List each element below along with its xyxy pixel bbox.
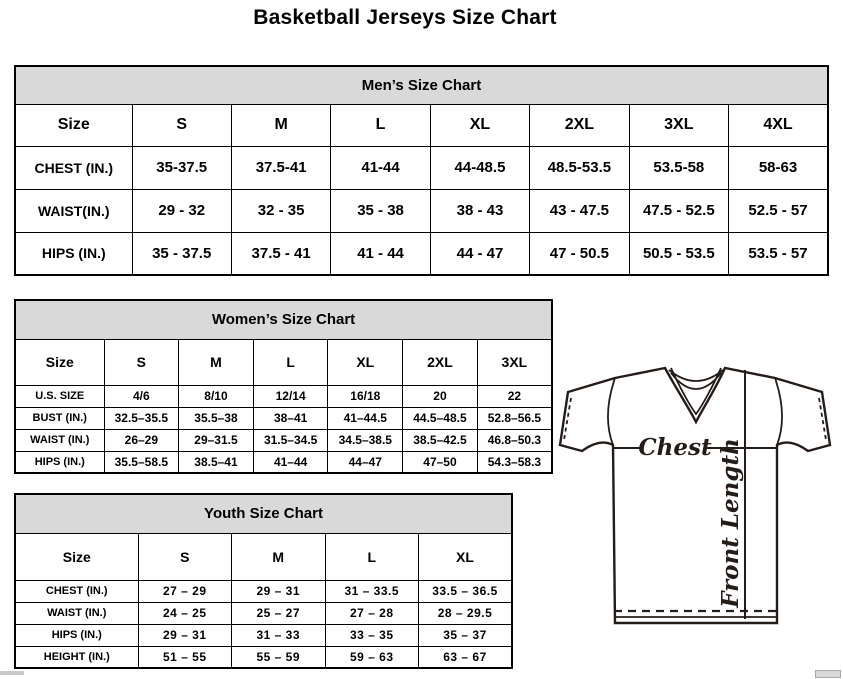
column-header-row — [15, 104, 828, 146]
size-value-cell: 38.5–41 — [179, 451, 254, 473]
size-value-cell: 8/10 — [179, 385, 254, 407]
column-header-xl: XL — [328, 339, 403, 385]
size-value-cell: 52.5 - 57 — [729, 189, 828, 232]
size-value-cell: 27 – 29 — [138, 580, 232, 602]
size-value-cell: 32 - 35 — [231, 189, 330, 232]
size-value-cell: 28 – 29.5 — [419, 602, 513, 624]
row-label: HIPS (IN.) — [15, 451, 104, 473]
size-value-cell: 38.5–42.5 — [403, 429, 478, 451]
column-header-l: L — [253, 339, 328, 385]
size-value-cell: 63 – 67 — [419, 646, 513, 668]
size-value-cell: 41–44 — [253, 451, 328, 473]
size-value-cell: 35 - 37.5 — [132, 232, 231, 275]
column-header-l: L — [331, 104, 430, 146]
table-row-bust-in — [15, 407, 552, 429]
front-length-label: Front Length — [717, 438, 744, 608]
size-value-cell: 35.5–38 — [179, 407, 254, 429]
mens-size-table — [14, 65, 829, 276]
size-value-cell: 37.5 - 41 — [231, 232, 330, 275]
column-header-l: L — [325, 533, 419, 580]
size-value-cell: 41-44 — [331, 146, 430, 189]
size-value-cell: 59 – 63 — [325, 646, 419, 668]
size-value-cell: 29 - 32 — [132, 189, 231, 232]
table-title-row — [15, 300, 552, 339]
row-label: WAIST(IN.) — [15, 189, 132, 232]
armhole-seam-right — [775, 378, 782, 445]
size-value-cell: 38 - 43 — [430, 189, 529, 232]
youth-table-title: Youth Size Chart — [15, 494, 512, 533]
column-header-2xl: 2XL — [403, 339, 478, 385]
size-value-cell: 44 - 47 — [430, 232, 529, 275]
row-label: WAIST (IN.) — [15, 602, 138, 624]
jersey-measurement-diagram — [550, 356, 842, 628]
column-header-xl: XL — [430, 104, 529, 146]
table-row-waist-in — [15, 189, 828, 232]
column-header-m: M — [179, 339, 254, 385]
page-title: Basketball Jerseys Size Chart — [253, 6, 557, 29]
size-value-cell: 33.5 – 36.5 — [419, 580, 513, 602]
column-header-row — [15, 339, 552, 385]
size-value-cell: 46.8–50.3 — [477, 429, 552, 451]
size-value-cell: 47 - 50.5 — [530, 232, 629, 275]
row-label: CHEST (IN.) — [15, 146, 132, 189]
womens-size-table — [14, 299, 553, 474]
column-header-m: M — [231, 104, 330, 146]
size-value-cell: 35 - 38 — [331, 189, 430, 232]
size-value-cell: 44–47 — [328, 451, 403, 473]
table-row-hips-in — [15, 232, 828, 275]
size-value-cell: 31 – 33.5 — [325, 580, 419, 602]
size-value-cell: 12/14 — [253, 385, 328, 407]
armhole-seam-left — [608, 378, 615, 445]
womens-table-title: Women’s Size Chart — [15, 300, 552, 339]
size-value-cell: 44-48.5 — [430, 146, 529, 189]
table-row-u-s-size — [15, 385, 552, 407]
size-value-cell: 53.5-58 — [629, 146, 728, 189]
size-value-cell: 48.5-53.5 — [530, 146, 629, 189]
column-header-s: S — [104, 339, 179, 385]
column-header-3xl: 3XL — [629, 104, 728, 146]
table-title-row — [15, 494, 512, 533]
column-header-row — [15, 533, 512, 580]
row-label: BUST (IN.) — [15, 407, 104, 429]
size-value-cell: 16/18 — [328, 385, 403, 407]
table-row-waist-in — [15, 429, 552, 451]
table-row-chest-in — [15, 580, 512, 602]
table-row-height-in — [15, 646, 512, 668]
size-value-cell: 37.5-41 — [231, 146, 330, 189]
size-value-cell: 50.5 - 53.5 — [629, 232, 728, 275]
size-value-cell: 27 – 28 — [325, 602, 419, 624]
size-value-cell: 47.5 - 52.5 — [629, 189, 728, 232]
table-row-chest-in — [15, 146, 828, 189]
column-header-s: S — [132, 104, 231, 146]
size-value-cell: 35-37.5 — [132, 146, 231, 189]
row-label: WAIST (IN.) — [15, 429, 104, 451]
column-header-2xl: 2XL — [530, 104, 629, 146]
size-value-cell: 35 – 37 — [419, 624, 513, 646]
size-value-cell: 31.5–34.5 — [253, 429, 328, 451]
size-value-cell: 22 — [477, 385, 552, 407]
row-label: HIPS (IN.) — [15, 624, 138, 646]
row-label: HEIGHT (IN.) — [15, 646, 138, 668]
table-title-row — [15, 66, 828, 104]
size-value-cell: 32.5–35.5 — [104, 407, 179, 429]
size-value-cell: 4/6 — [104, 385, 179, 407]
column-header-s: S — [138, 533, 232, 580]
size-value-cell: 55 – 59 — [232, 646, 326, 668]
column-header-xl: XL — [419, 533, 513, 580]
table-row-waist-in — [15, 602, 512, 624]
size-value-cell: 47–50 — [403, 451, 478, 473]
column-header-3xl: 3XL — [477, 339, 552, 385]
size-value-cell: 25 – 27 — [232, 602, 326, 624]
column-header-m: M — [232, 533, 326, 580]
chest-label: Chest — [638, 434, 712, 461]
size-value-cell: 29 – 31 — [138, 624, 232, 646]
size-value-cell: 51 – 55 — [138, 646, 232, 668]
size-value-cell: 43 - 47.5 — [530, 189, 629, 232]
size-value-cell: 41 - 44 — [331, 232, 430, 275]
size-value-cell: 53.5 - 57 — [729, 232, 828, 275]
size-value-cell: 44.5–48.5 — [403, 407, 478, 429]
row-label: HIPS (IN.) — [15, 232, 132, 275]
table-row-hips-in — [15, 624, 512, 646]
jersey-outline — [560, 368, 830, 623]
size-value-cell: 38–41 — [253, 407, 328, 429]
column-header-4xl: 4XL — [729, 104, 828, 146]
size-value-cell: 20 — [403, 385, 478, 407]
size-value-cell: 54.3–58.3 — [477, 451, 552, 473]
size-value-cell: 29–31.5 — [179, 429, 254, 451]
size-value-cell: 26–29 — [104, 429, 179, 451]
row-label: U.S. SIZE — [15, 385, 104, 407]
column-header-size: Size — [15, 533, 138, 580]
size-value-cell: 34.5–38.5 — [328, 429, 403, 451]
size-value-cell: 58-63 — [729, 146, 828, 189]
size-value-cell: 29 – 31 — [232, 580, 326, 602]
table-row-hips-in — [15, 451, 552, 473]
size-value-cell: 35.5–58.5 — [104, 451, 179, 473]
row-label: CHEST (IN.) — [15, 580, 138, 602]
youth-size-table — [14, 493, 513, 669]
column-header-size: Size — [15, 339, 104, 385]
size-value-cell: 33 – 35 — [325, 624, 419, 646]
size-value-cell: 24 – 25 — [138, 602, 232, 624]
column-header-size: Size — [15, 104, 132, 146]
size-value-cell: 52.8–56.5 — [477, 407, 552, 429]
size-value-cell: 41–44.5 — [328, 407, 403, 429]
scrollbar-fragment-left[interactable] — [0, 671, 24, 675]
scrollbar-fragment-right[interactable] — [815, 670, 841, 678]
mens-table-title: Men’s Size Chart — [15, 66, 828, 104]
size-value-cell: 31 – 33 — [232, 624, 326, 646]
